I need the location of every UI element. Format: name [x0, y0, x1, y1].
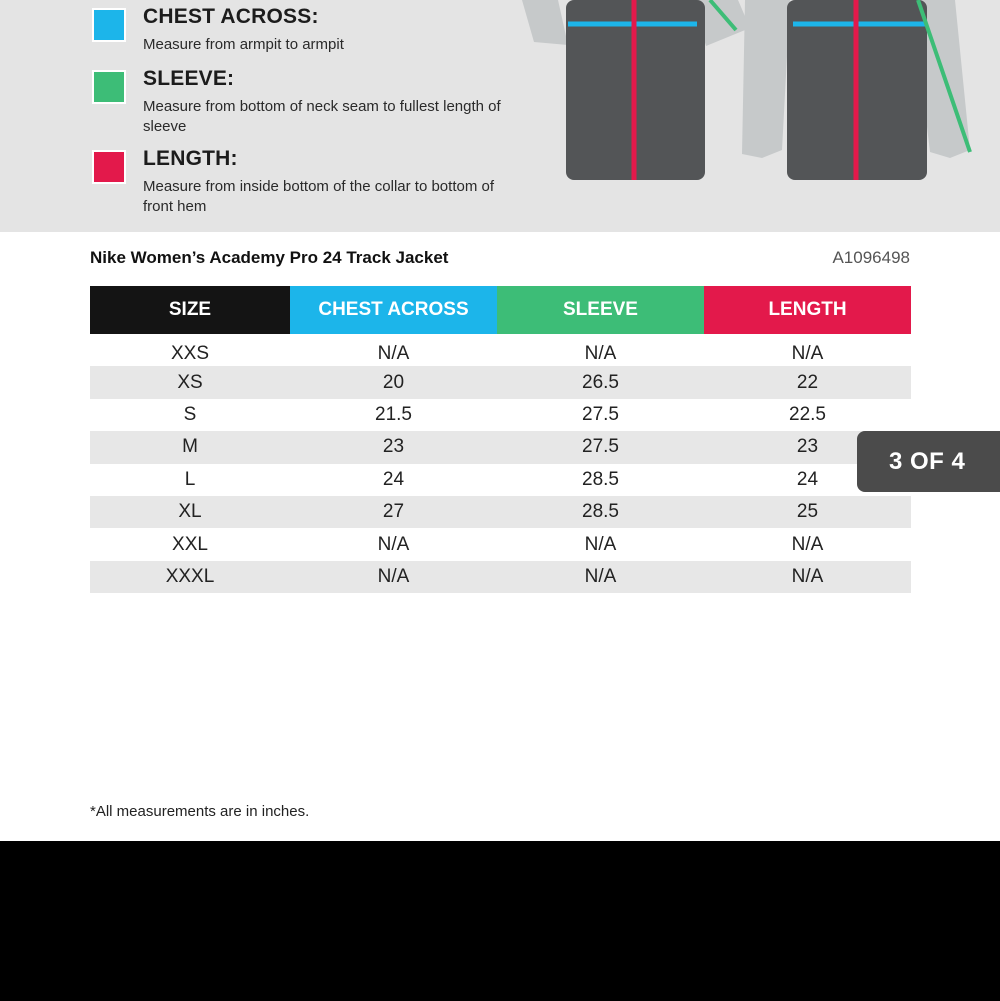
- header-size: SIZE: [90, 286, 290, 334]
- cell-length: 25: [704, 496, 911, 528]
- legend-length-desc: Measure from inside bottom of the collar to bottom of front hem: [143, 178, 494, 215]
- cell-size: XL: [90, 496, 290, 528]
- chest-color-swatch: [92, 8, 126, 42]
- header-sleeve: SLEEVE: [497, 286, 704, 334]
- cell-sleeve: 26.5: [497, 366, 704, 398]
- table-row: [90, 399, 911, 431]
- cell-size: S: [183, 403, 197, 425]
- long-sleeve-garment-icon: [742, 0, 970, 180]
- cell-length: 22.5: [789, 403, 826, 425]
- cell-sleeve: 27.5: [582, 403, 619, 425]
- legend-chest-title: CHEST ACROSS:: [143, 5, 319, 28]
- cell-length: 23: [704, 431, 911, 463]
- cell-chest: N/A: [377, 343, 410, 365]
- cell-length: N/A: [791, 533, 824, 555]
- table-row: [90, 464, 911, 496]
- cell-sleeve: N/A: [497, 561, 704, 593]
- header-chest-across: CHEST ACROSS: [290, 286, 497, 334]
- cell-chest: 24: [382, 468, 405, 490]
- cell-size: XXXL: [90, 561, 290, 593]
- header-length: LENGTH: [704, 286, 911, 334]
- cell-sleeve: N/A: [584, 343, 617, 365]
- cell-size: M: [90, 431, 290, 463]
- product-code: A1096498: [832, 248, 910, 267]
- cell-chest: 23: [290, 431, 497, 463]
- cell-sleeve: N/A: [584, 533, 617, 555]
- cell-size: XXS: [170, 343, 210, 365]
- cell-chest: 20: [290, 366, 497, 398]
- page-indicator-badge: 3 OF 4: [857, 431, 1000, 492]
- cell-length: N/A: [791, 343, 824, 365]
- legend-sleeve-title: SLEEVE:: [143, 67, 235, 90]
- cell-chest: 27: [290, 496, 497, 528]
- cell-length: 22: [704, 366, 911, 398]
- table-row: [90, 528, 911, 560]
- cell-chest: 21.5: [375, 403, 412, 425]
- cell-length: 24: [796, 468, 819, 490]
- measurement-footnote: *All measurements are in inches.: [90, 803, 310, 820]
- cell-length: N/A: [704, 561, 911, 593]
- cell-sleeve: 27.5: [497, 431, 704, 463]
- short-sleeve-garment-icon: [522, 0, 750, 180]
- legend-sleeve-desc: Measure from bottom of neck seam to fullest length of sleeve: [143, 98, 501, 135]
- legend-chest-desc: Measure from armpit to armpit: [143, 36, 344, 53]
- cell-sleeve: 28.5: [582, 468, 619, 490]
- cell-sleeve: 28.5: [497, 496, 704, 528]
- table-row: [90, 366, 911, 398]
- garment-illustration: [500, 0, 1000, 232]
- cell-size: L: [184, 468, 196, 490]
- size-chart-table: [90, 286, 911, 593]
- sleeve-color-swatch: [92, 70, 126, 104]
- product-name: Nike Women’s Academy Pro 24 Track Jacket: [90, 248, 449, 267]
- length-color-swatch: [92, 150, 126, 184]
- table-row: [90, 496, 911, 528]
- cell-size: XXL: [172, 533, 208, 555]
- bottom-black-area: [0, 841, 1000, 1001]
- table-header-row: [90, 286, 911, 334]
- table-row: [90, 431, 911, 463]
- measurement-guide: [0, 0, 1000, 232]
- cell-chest: N/A: [377, 533, 410, 555]
- cell-chest: N/A: [290, 561, 497, 593]
- cell-size: XS: [90, 366, 290, 398]
- legend-length-title: LENGTH:: [143, 147, 238, 170]
- table-row: [90, 334, 911, 366]
- table-row: [90, 561, 911, 593]
